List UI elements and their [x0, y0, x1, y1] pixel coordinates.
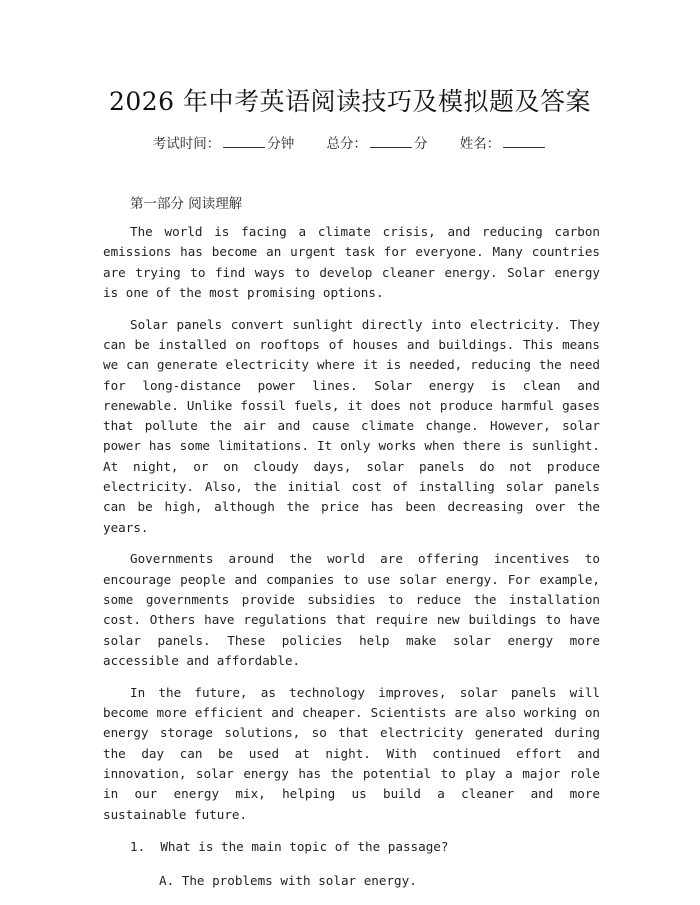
passage-paragraph-4: In the future, as technology improves, solar panels will become more efficient and cheaper. Scientists are also working on energy storage solutions, so that electricity generated during the day can be used at night. With continued effort and innovation, solar energy has the potential to play a major role in our energy mix, helping us build a cleaner and more sustainable future.	[103, 684, 600, 822]
score-unit: 分	[414, 136, 428, 152]
exam-meta	[0, 132, 700, 152]
page-title: 2026 年中考英语阅读技巧及模拟题及答案	[108, 87, 592, 116]
time-label: 考试时间：	[152, 136, 221, 152]
question-1	[103, 837, 600, 857]
passage-paragraph-3: Governments around the world are offering incentives to encourage people and companies to use solar energy. For example, some governments provide subsidies to reduce the installation cost. Others have regulations that require new buildings to have solar panels. These policies help make solar energy more accessible and affordable.	[103, 551, 600, 668]
student-name	[460, 136, 548, 152]
time-unit: 分钟	[267, 136, 295, 152]
score-blank	[370, 135, 412, 148]
time-blank	[223, 135, 265, 148]
exam-score	[327, 136, 428, 152]
score-label: 总分：	[326, 136, 367, 152]
question-1-option-a: A. The problems with solar energy.	[159, 873, 417, 889]
passage-paragraph-2: Solar panels convert sunlight directly into electricity. They can be installed on rooftops of houses and buildings. This means we can generate electricity where it is needed, reducing the need for long-distance power lines. Solar energy is clean and renewable. Unlike fossil fuels, it does not produce harmful gases that pollute the air and cause climate change. However, solar power has some limitations. It only works when there is sunlight. At night, or on cloudy days, solar panels do not produce electricity. Also, the initial cost of installing solar panels can be high, although the price has been decreasing over the years.	[103, 316, 600, 535]
passage-paragraph-1: The world is facing a climate crisis, and reducing carbon emissions has become an urgent task for everyone. Many countries are trying to find ways to develop cleaner energy. Solar energy is one of the most promising options.	[103, 224, 600, 300]
section-heading: 第一部分 阅读理解	[130, 196, 243, 212]
question-text: What is the main topic of the passage?	[160, 838, 449, 854]
exam-time	[153, 136, 295, 152]
question-number: 1.	[130, 838, 146, 854]
name-label: 姓名：	[459, 136, 501, 152]
name-blank	[503, 135, 545, 148]
reading-passage	[103, 222, 600, 891]
